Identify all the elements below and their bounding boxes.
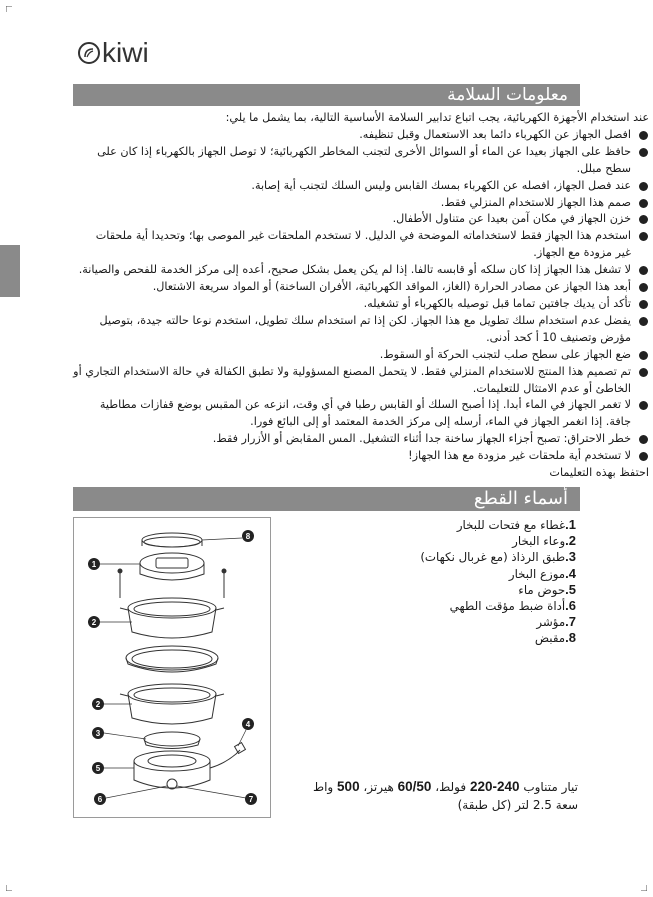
safety-item-line: لا تشغل هذا الجهاز إذا كان سلكه أو قابسه تالفا. إذا لم يكن يعمل بشكل صحيح، أعده إلى مركز الخدمة للفحص والصيانة. [78, 263, 631, 277]
part-label: مؤشر [536, 615, 566, 630]
safety-item [0, 364, 653, 398]
brand-name: kiwi [102, 37, 149, 68]
safety-item [0, 397, 653, 431]
safety-item [0, 347, 653, 364]
safety-item [0, 262, 653, 279]
safety-item [0, 211, 653, 228]
exploded-diagram [73, 517, 271, 818]
steamer-diagram-illustration [74, 518, 270, 817]
bullet-icon [639, 368, 648, 377]
part-number: 8. [565, 630, 576, 646]
crop-mark [6, 885, 12, 891]
parts-list-item [340, 598, 576, 614]
bullet-icon [639, 266, 648, 275]
part-label: حوض ماء [518, 582, 566, 597]
safety-item [0, 296, 653, 313]
safety-item-line: استخدم هذا الجهاز فقط لاستخداماته الموضحة في الدليل. لا تستخدم الملحقات غير الموصى بها؛ وتحديدا أية ملحقات [95, 229, 631, 243]
part-number: 4. [565, 565, 576, 581]
part-label: وعاء البخار [512, 534, 566, 549]
callout-label: 3 [95, 729, 101, 738]
safety-item-line: لا تستخدم أية ملحقات غير مزودة مع هذا الجهاز! [408, 449, 631, 463]
part-label: موزع البخار [508, 566, 566, 581]
safety-title: معلومات السلامة [73, 84, 580, 106]
bullet-icon [639, 317, 648, 326]
spec-power [300, 779, 578, 794]
kiwi-logo-icon [78, 42, 100, 64]
part-label: مقبض [534, 631, 566, 646]
callout-label: 2 [91, 618, 97, 627]
callout-label: 1 [91, 560, 97, 569]
parts-title: أسماء القطع [73, 487, 580, 511]
part-label: طبق الرذاذ (مع غربال نكهات) [420, 550, 566, 565]
safety-item-line: خزن الجهاز في مكان آمن بعيدا عن متناول الأطفال. [392, 212, 631, 226]
part-number: 6. [565, 598, 576, 614]
crop-mark [641, 885, 647, 891]
safety-item-line: خطر الاحتراق: تصبح أجزاء الجهاز ساخنة جدا أثناء التشغيل. المس المقابض أو الأزرار فقط. [212, 432, 631, 446]
safety-item-line: افصل الجهاز عن الكهرباء دائما بعد الاستعمال وقبل تنظيفه. [359, 127, 631, 141]
safety-item [0, 279, 653, 296]
callout-label: 4 [245, 720, 251, 729]
part-number: 3. [565, 549, 576, 565]
spec-voltage: 240-220 [469, 779, 520, 794]
safety-item-line: صمم هذا الجهاز للاستخدام المنزلي فقط. [440, 195, 631, 209]
safety-item [0, 144, 653, 178]
spec-power-unit: واط [312, 780, 334, 794]
safety-list [0, 127, 653, 465]
safety-item-line: غير مزودة مع الجهاز. [533, 246, 631, 260]
part-number: 2. [565, 533, 576, 549]
safety-item [0, 195, 653, 212]
safety-item-line: أبعد هذا الجهاز عن مصادر الحرارة (الغاز، المواقد الكهربائية، الأفران الساخنة) أو المواد سريعة الاشتعال. [152, 280, 631, 294]
safety-item-line: حافظ على الجهاز بعيدا عن الماء أو السوائل الأخرى لتجنب المخاطر الكهربائية؛ لا توصل الجهاز بالكهرباء إذا كان على [97, 144, 631, 158]
brand-logo [78, 38, 149, 68]
spec-frequency: 60/50 [397, 779, 432, 794]
safety-item [0, 448, 653, 465]
spec-frequency-unit: هيرتز، [363, 780, 394, 794]
part-label: أداة ضبط مؤقت الطهي [449, 599, 566, 614]
safety-item-line: جافة. إذا انغمر الجهاز في الماء، أرسله إلى مركز الخدمة المعتمد أو إلى البائع فورا. [250, 415, 631, 429]
parts-list-item [340, 533, 576, 549]
spec-capacity: سعة 2.5 لتر (كل طبقة) [457, 798, 578, 812]
bullet-icon [639, 199, 648, 208]
parts-list [340, 517, 576, 647]
bullet-icon [639, 283, 648, 292]
parts-list-item [340, 614, 576, 630]
part-number: 5. [565, 581, 576, 597]
part-number: 1. [565, 517, 576, 532]
crop-mark [6, 6, 12, 12]
safety-item [0, 431, 653, 448]
callout-label: 8 [245, 532, 251, 541]
safety-item [0, 228, 653, 262]
bullet-icon [639, 131, 648, 140]
parts-list-item [340, 630, 576, 646]
safety-item-line: يفضل عدم استخدام سلك تطويل مع هذا الجهاز. لكن إذا تم استخدام سلك تطويل، استخدم نوعا حالته جيدة، بتوصيل [99, 313, 631, 327]
safety-item [0, 313, 653, 347]
safety-section [0, 110, 653, 482]
spec-power-value: 500 [337, 779, 360, 794]
part-number: 7. [565, 614, 576, 630]
callout-label: 7 [248, 795, 254, 804]
bullet-icon [639, 401, 648, 410]
bullet-icon [639, 232, 648, 241]
bullet-icon [639, 182, 648, 191]
spec-voltage-unit: فولط، [435, 780, 467, 794]
parts-list-item [340, 549, 576, 565]
bullet-icon [639, 148, 648, 157]
safety-intro: عند استخدام الأجهزة الكهربائية، يجب اتباع تدابير السلامة الأساسية التالية، بما يشمل ما يلي: [225, 111, 649, 124]
part-label: غطاء مع فتحات للبخار [456, 518, 566, 532]
callout-label: 5 [95, 764, 101, 773]
bullet-icon [639, 351, 648, 360]
safety-item-line: مؤرض وتصنيف 10 أ كحد أدنى. [486, 330, 631, 344]
safety-item-line: تأكد أن يديك جافتين تماما قبل توصيله بالكهرباء أو تشغيله. [363, 296, 631, 310]
bullet-icon [639, 435, 648, 444]
safety-item [0, 178, 653, 195]
safety-outro: احتفظ بهذه التعليمات [549, 466, 649, 480]
safety-item-line: تم تصميم هذا المنتج للاستخدام المنزلي فقط. لا يتحمل المصنع المسؤولية ولا تطبق الكفالة في حالة الاستخدام التجاري أو [73, 364, 631, 378]
callout-label: 6 [97, 795, 103, 804]
parts-list-item [340, 566, 576, 582]
bullet-icon [639, 452, 648, 461]
safety-item-line: الخاطئ أو عدم الامتثال للتعليمات. [472, 381, 631, 395]
parts-list-item [340, 582, 576, 598]
safety-item-line: لا تغمر الجهاز في الماء أبدا. إذا أصبح السلك أو القابس رطبا في أي وقت، انزعه عن المقبس بوضع قفازات مطاطية [99, 398, 631, 412]
safety-item [0, 127, 653, 144]
safety-item-line: ضع الجهاز على سطح صلب لتجنب الحركة أو السقوط. [379, 347, 631, 361]
bullet-icon [639, 215, 648, 224]
safety-item-line: سطح مبلل. [576, 161, 631, 175]
spec-prefix: تيار متناوب [523, 780, 578, 794]
safety-item-line: عند فصل الجهاز، افصله عن الكهرباء بمسك القابس وليس السلك لتجنب أية إصابة. [251, 178, 631, 192]
callout-label: 2 [95, 700, 101, 709]
bullet-icon [639, 300, 648, 309]
parts-list-item [340, 517, 576, 533]
